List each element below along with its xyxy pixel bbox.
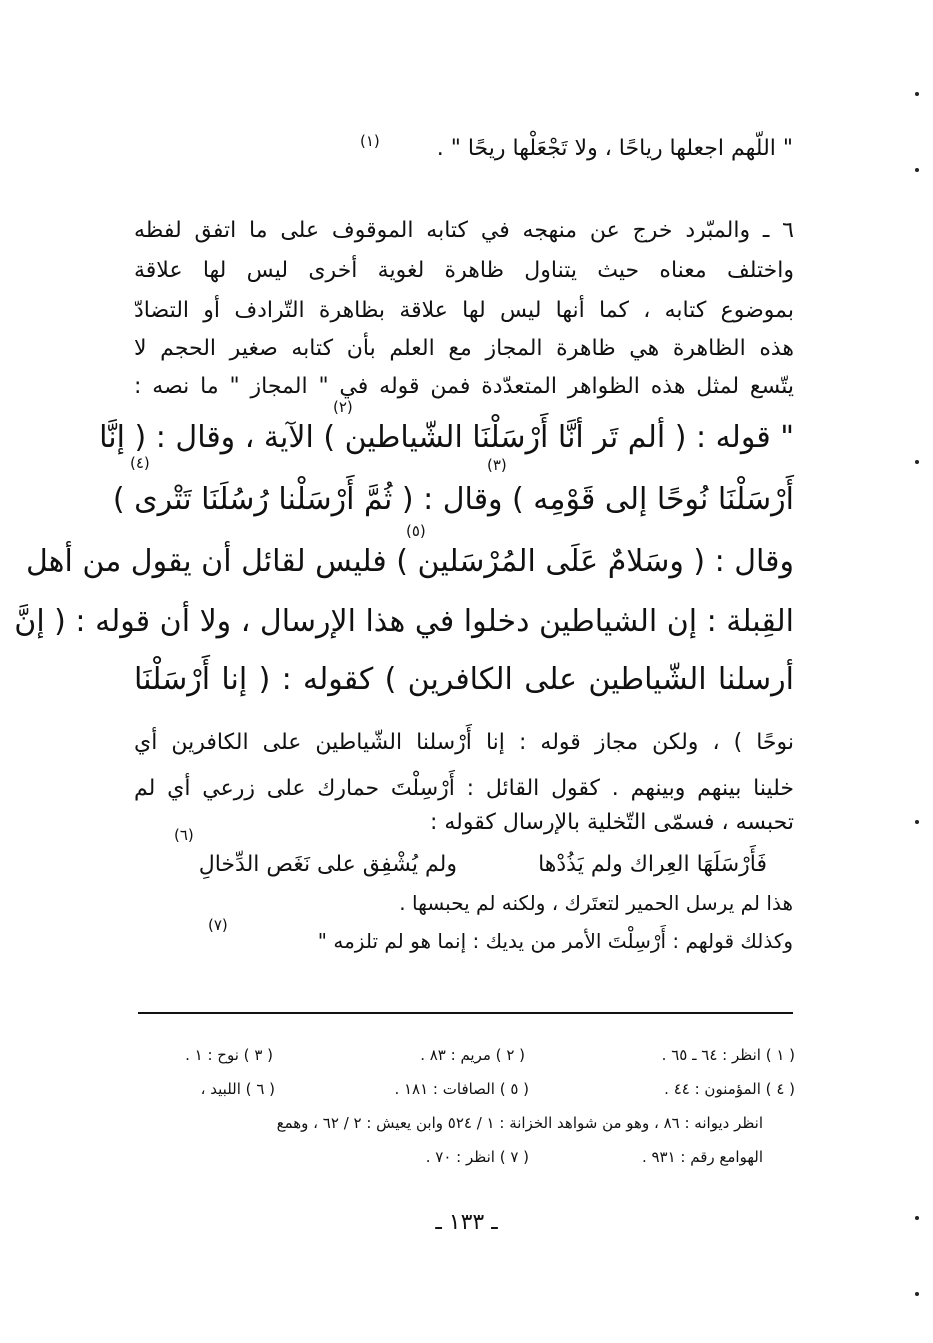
scan-speck: [915, 1292, 919, 1296]
paragraph-line: واختلف معناه حيث يتناول ظاهرة لغوية أخرى ليس لها علاقة: [134, 258, 794, 283]
footnote-ref-3: (٣): [487, 456, 507, 474]
footnote-ref-5: (٥): [406, 522, 426, 540]
paragraph-line: يتّسع لمثل هذه الظواهر المتعدّدة فمن قوله في " المجاز " ما نصه :: [134, 374, 794, 399]
verse-first-hemistich: فَأَرْسَلَهَا العِراك ولم يَذُدْها: [538, 852, 767, 877]
paragraph-line: أَرْسَلْنَا نُوحًا إلى قَوْمِه ) وقال : ( ثُمَّ أَرْسَلْنا رُسُلَنَا تَتْرى ): [112, 482, 794, 517]
footnote-ref-7: (٧): [208, 916, 228, 934]
footnote-7: ( ٧ ) انظر : ٧٠ .: [425, 1148, 529, 1166]
verse-second-hemistich: ولم يُشْفِق على نَغَص الدِّخالِ: [198, 852, 457, 877]
footnote-5: ( ٥ ) الصافات : ١٨١ .: [394, 1080, 529, 1098]
paragraph-line: أرسلنا الشّياطين على الكافرين ) كقوله : ( إنا أَرْسَلْنَا: [134, 662, 794, 697]
paragraph-line: القِبلة : إن الشياطين دخلوا في هذا الإرسال ، ولا أن قوله : ( إنَّ: [14, 604, 794, 639]
quote-line: " اللّهم اجعلها رياحًا ، ولا تَجْعَلْها ريحًا " .: [436, 136, 793, 161]
footnote-2: ( ٢ ) مريم : ٨٣ .: [420, 1046, 525, 1064]
scan-speck: [915, 460, 919, 464]
footnote-6: ( ٦ ) اللبيد ،: [200, 1080, 275, 1098]
closing-line: هذا لم يرسل الحمير لتعتَرك ، ولكنه لم يحبسها .: [399, 891, 793, 915]
scan-speck: [915, 168, 919, 172]
paragraph-line: نوحًا ) ، ولكن مجاز قوله : إنا أَرْسلنا الشّياطين على الكافرين أي: [134, 730, 794, 755]
paragraph-line: تحبسه ، فسمّى التّخلية بالإرسال كقوله :: [429, 810, 794, 835]
footnote-4: ( ٤ ) المؤمنون : ٤٤ .: [664, 1080, 795, 1098]
footnote-ref-2: (٢): [333, 398, 353, 416]
paragraph-line: خلينا بينهم وبينهم . كقول القائل : أَرْسِلْتَ حمارك على زرعي أي لم: [134, 776, 794, 801]
page-number: ـ ١٣٣ ـ: [435, 1210, 498, 1235]
footnote-separator: [138, 1012, 793, 1014]
paragraph-line: بموضوع كتابه ، كما أنها ليس لها علاقة بظاهرة التّرادف أو التضادّ: [134, 298, 794, 323]
paragraph-line: ٦ ـ والمبّرد خرج عن منهجه في كتابه الموقوف على ما اتفق لفظه: [134, 218, 794, 243]
footnote-6-continuation: الهوامع رقم : ٩٣١ .: [641, 1148, 763, 1166]
footnote-1: ( ١ ) انظر : ٦٤ ـ ٦٥ .: [661, 1046, 795, 1064]
paragraph-line: وقال : ( وسَلامٌ عَلَى المُرْسَلين ) فليس لقائل أن يقول من أهل: [25, 544, 794, 579]
paragraph-line: هذه الظاهرة هي ظاهرة المجاز مع العلم بأن كتابه صغير الحجم لا: [134, 336, 794, 361]
footnote-ref-6: (٦): [174, 826, 194, 844]
scan-speck: [915, 92, 919, 96]
footnote-6-continuation: انظر ديوانه : ٨٦ ، وهو من شواهد الخزانة : ١ / ٥٢٤ وابن يعيش : ٢ / ٦٢ ، وهمع: [276, 1114, 763, 1132]
closing-line: وكذلك قولهم : أَرْسِلْتَ الأمر من يديك : إنما هو لم تلزمه ": [317, 929, 793, 953]
footnote-3: ( ٣ ) نوح : ١ .: [185, 1046, 273, 1064]
footnote-ref-4: (٤): [130, 454, 150, 472]
paragraph-line: " قوله : ( ألم تَر أنَّا أَرْسَلْنَا الشّياطين ) الآية ، وقال : ( إنَّا: [99, 420, 794, 455]
footnote-ref-1: (١): [360, 132, 380, 150]
scan-speck: [915, 820, 919, 824]
